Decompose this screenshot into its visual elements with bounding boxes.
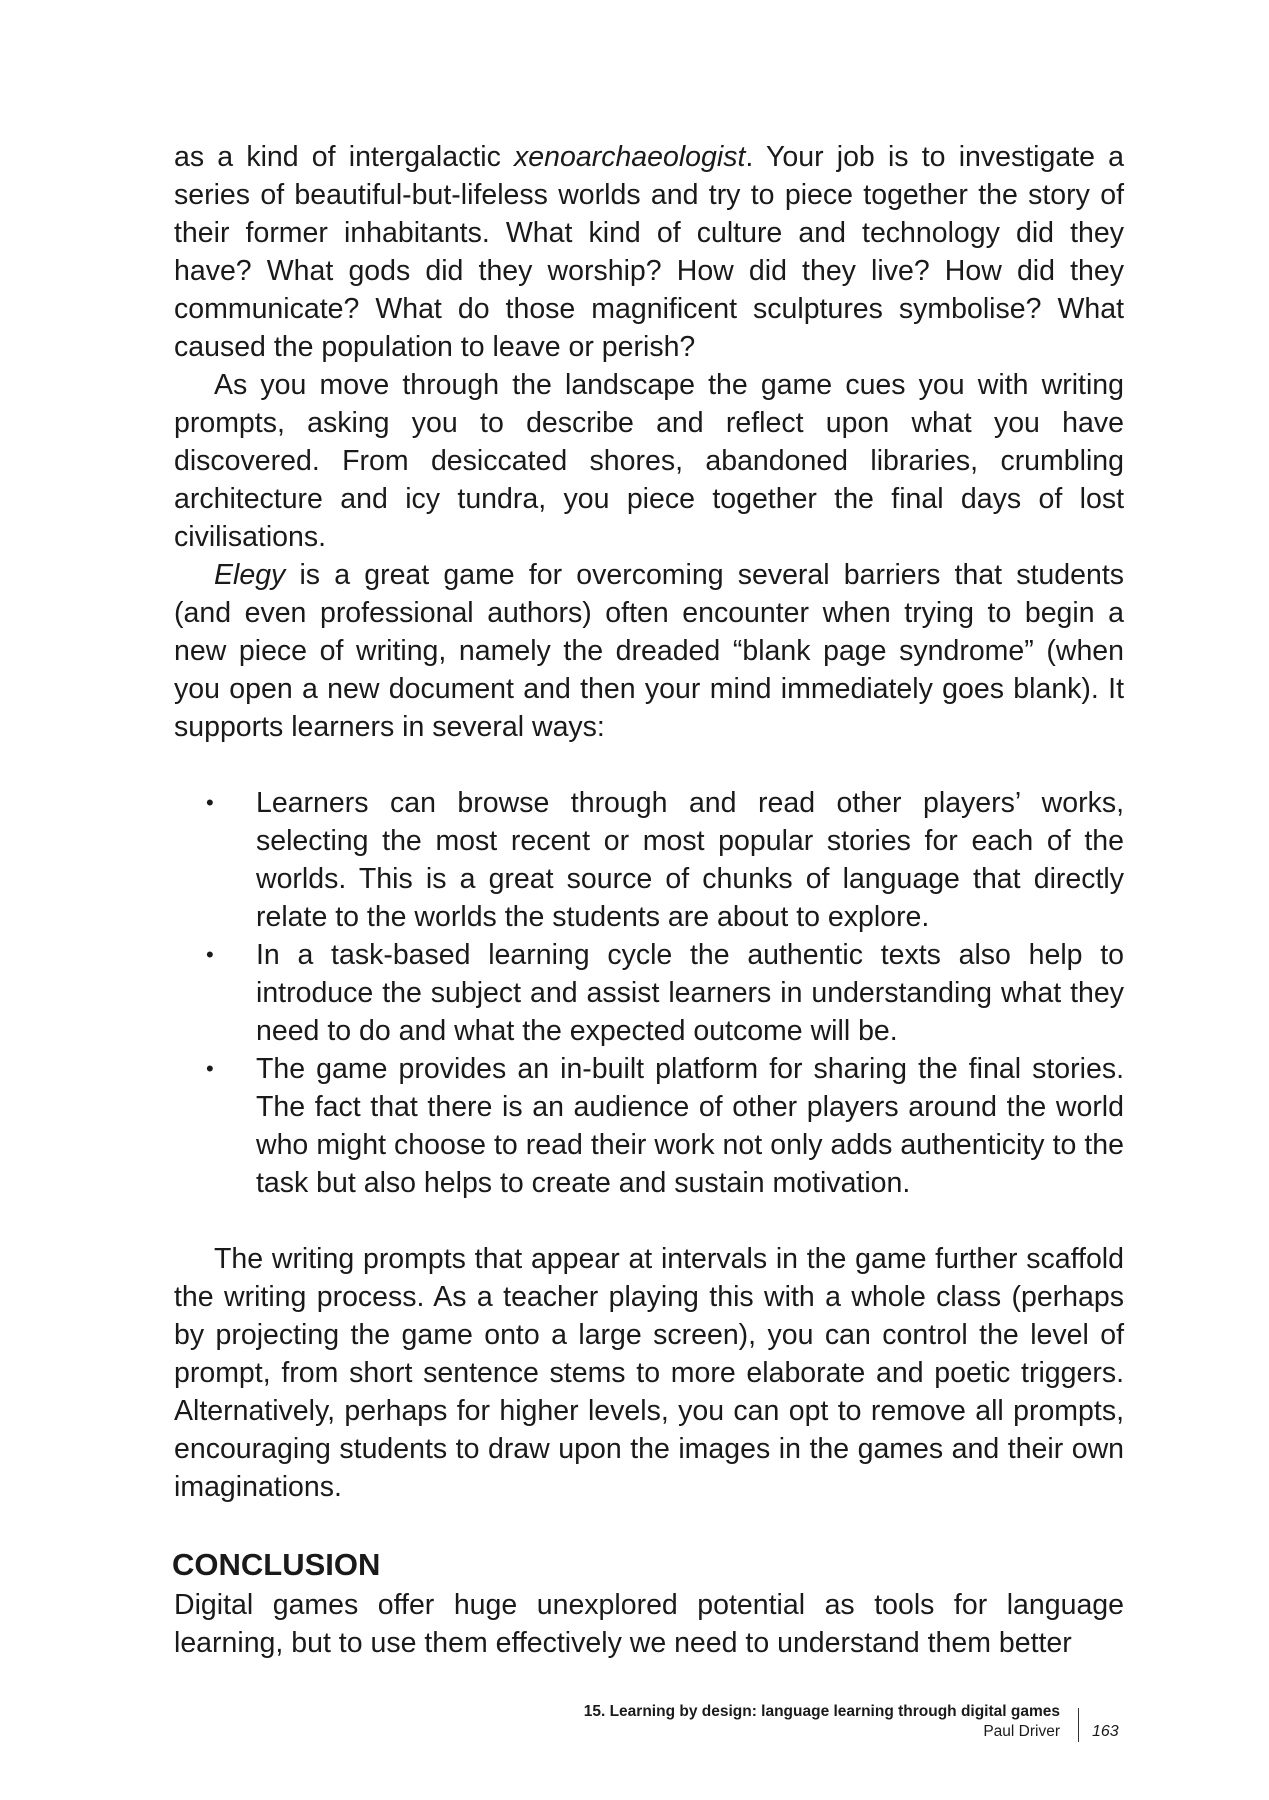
list-item-text: Learners can browse through and read other players’ works, selecting the most recent or most popular stories for each of the worlds. This is a great source of chunks of language that directly relate to the worlds the students are about to explore. — [256, 787, 1124, 933]
page-number: 163 — [1092, 1723, 1119, 1740]
page-body — [174, 138, 1124, 1662]
game-title-elegy: Elegy — [214, 559, 286, 591]
paragraph-elegy — [174, 556, 1124, 746]
paragraph-prompts: The writing prompts that appear at intervals in the game further scaffold the writing process. As a teacher playing this with a whole class (perhaps by projecting the game onto a large screen), you can control the level of prompt, from short sentence stems to more elaborate and poetic triggers. Alternatively, perhaps for higher levels, you can opt to remove all prompts, encouraging students to draw upon the images in the games and their own imaginations. — [174, 1243, 1124, 1503]
paragraph-landscape: As you move through the landscape the game cues you with writing prompts, asking you to describe and reflect upon what you have discovered. From desiccated shores, abandoned libraries, crumbling architecture and icy tundra, you piece together the final days of lost civilisations. — [174, 369, 1124, 553]
list-item-text: The game provides an in-built platform for sharing the final stories. The fact that there is an audience of other players around the world who might choose to read their work not only adds authenticity to the task but also helps to create and sustain motivation. — [256, 1053, 1124, 1199]
footer-author: Paul Driver — [983, 1723, 1060, 1740]
bullet-list — [174, 784, 1124, 1202]
footer-divider — [1078, 1708, 1079, 1742]
page-footer — [584, 1702, 1060, 1742]
footer-chapter-title: 15. Learning by design: language learning through digital games — [583, 1703, 1060, 1720]
paragraph-elegy-rest: is a great game for overcoming several barriers that students (and even professional authors) often encounter when trying to begin a new piece of writing, namely the dreaded “blank page syndrome” (when you open a new document and then your mind immediately goes blank). It supports learners in several ways: — [174, 559, 1124, 743]
bullet-marker: • — [206, 790, 214, 815]
list-item-text: In a task-based learning cycle the authentic texts also help to introduce the subject and assist learners in understanding what they need to do and what the expected outcome will be. — [256, 939, 1124, 1047]
bullet-marker: • — [206, 942, 214, 967]
paragraph-intro — [174, 138, 1124, 366]
paragraph-intro-start: as a kind of intergalactic — [174, 141, 515, 173]
paragraph-intro-rest: . Your job is to investigate a series of beautiful-but-lifeless worlds and try to piece together the story of their former inhabitants. What kind of culture and technology did they have? What gods did they worship? How did they live? How did they communicate? What do those magnificent sculptures symbolise? What caused the population to leave or perish? — [174, 141, 1125, 363]
paragraph-conclusion: Digital games offer huge unexplored potential as tools for language learning, but to use them effectively we need to understand them better — [174, 1589, 1124, 1659]
term-xenoarchaeologist: xenoarchaeologist — [514, 141, 746, 173]
list-item — [174, 936, 1124, 1050]
list-item — [174, 784, 1124, 936]
list-item — [174, 1050, 1124, 1202]
section-heading-conclusion: CONCLUSION — [172, 1547, 381, 1582]
bullet-marker: • — [206, 1056, 214, 1081]
